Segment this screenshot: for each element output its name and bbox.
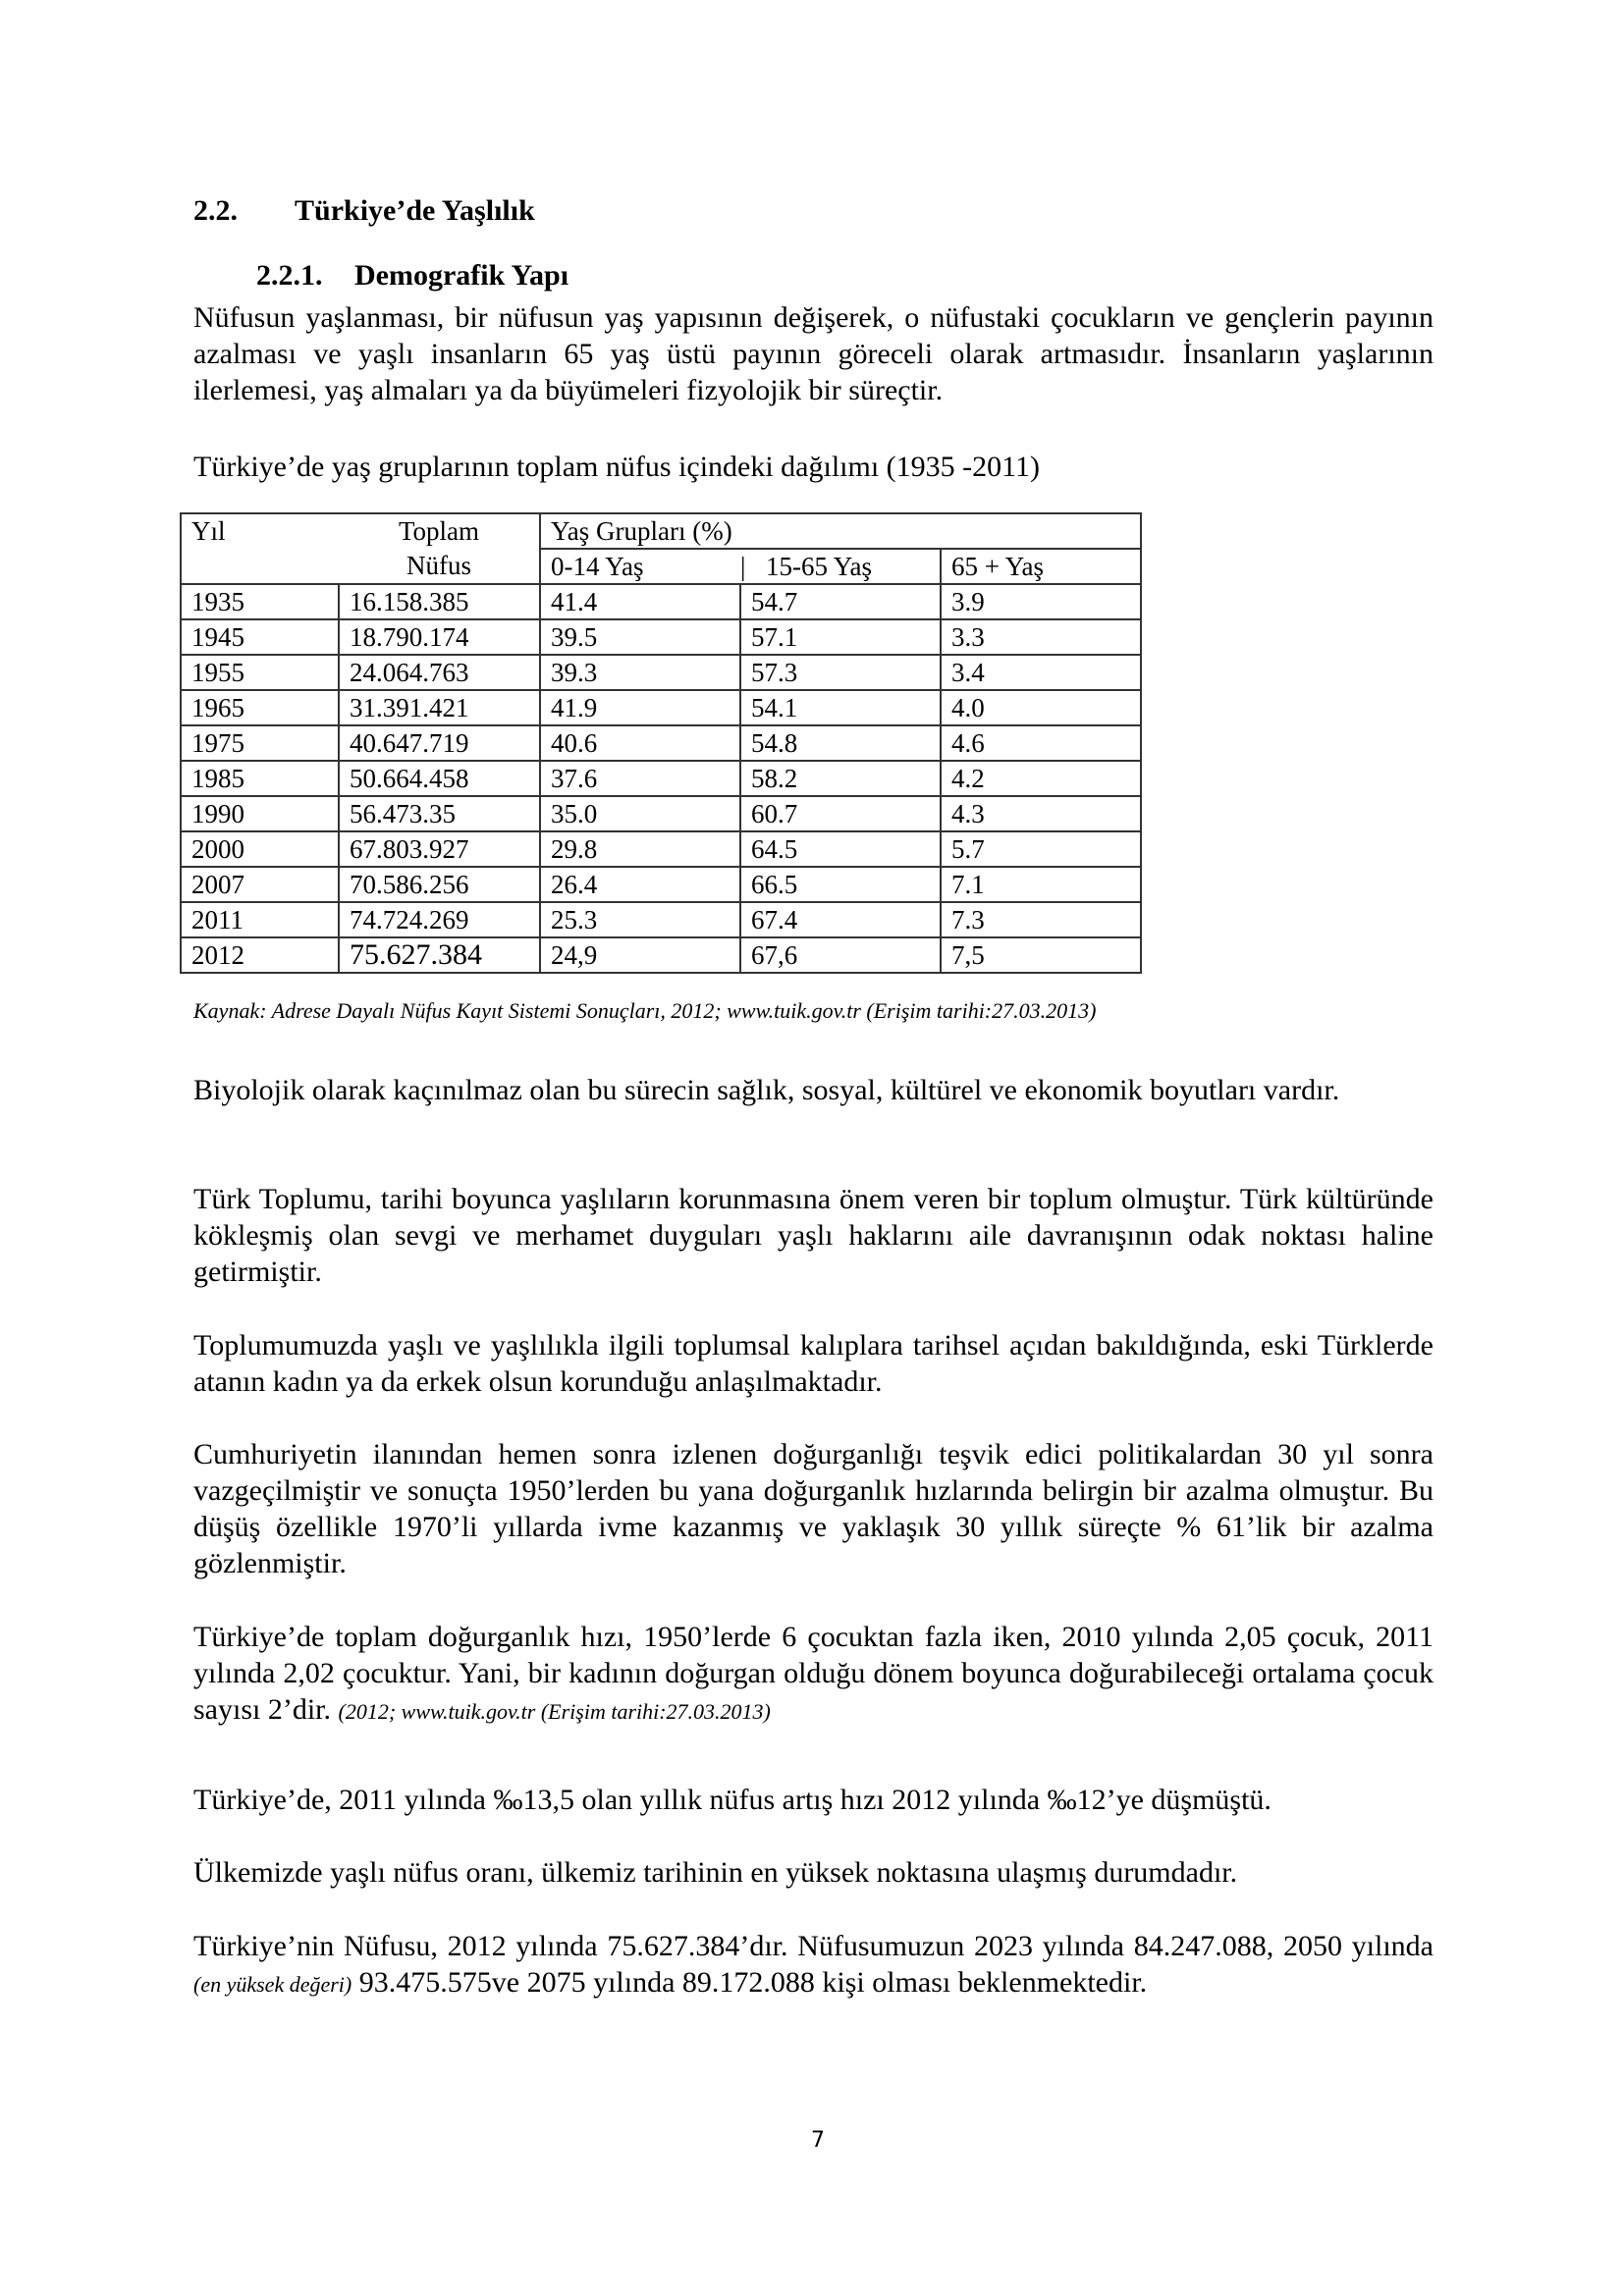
table-row (181, 655, 1141, 690)
section-number: 2.2. (193, 194, 238, 227)
section-heading (193, 194, 535, 228)
table-caption: Türkiye’de yaş gruplarının toplam nüfus içindeki dağılımı (1935 -2011) (193, 451, 1041, 483)
cell-age-0-14: 41.4 (540, 584, 740, 619)
cell-year: 1990 (181, 796, 339, 831)
cell-age-0-14: 39.3 (540, 655, 740, 690)
cell-age-15-65: 54.1 (740, 690, 941, 725)
cell-year: 1985 (181, 761, 339, 796)
subsection-heading (256, 259, 568, 293)
cell-year: 2007 (181, 867, 339, 902)
cell-year: 1945 (181, 619, 339, 655)
table-header-row-1 (181, 513, 1141, 549)
cell-age-0-14: 29.8 (540, 831, 740, 867)
cell-total: 67.803.927 (339, 831, 540, 867)
cell-total: 70.586.256 (339, 867, 540, 902)
cell-age-0-14: 35.0 (540, 796, 740, 831)
header-year: Yıl (181, 513, 339, 549)
cell-year: 2011 (181, 902, 339, 937)
header-age-groups: Yaş Grupları (%) (540, 513, 1141, 549)
projection-text-b: 93.475.575ve 2075 yılında 89.172.088 kişi olması beklenmektedir. (352, 1966, 1148, 1999)
cell-age-0-14: 25.3 (540, 902, 740, 937)
cell-year: 1975 (181, 725, 339, 761)
cell-age-15-65: 57.1 (740, 619, 941, 655)
paragraph-population-projection (193, 1928, 1434, 2002)
cell-age-65-plus: 3.3 (941, 619, 1141, 655)
cell-age-65-plus: 4.3 (941, 796, 1141, 831)
cell-total: 24.064.763 (339, 655, 540, 690)
table-row (181, 725, 1141, 761)
cell-total: 75.627.384 (339, 937, 540, 973)
cell-age-65-plus: 4.6 (941, 725, 1141, 761)
header-age-65-plus: 65 + Yaş (941, 549, 1141, 584)
table-row (181, 937, 1141, 973)
cell-age-15-65: 54.8 (740, 725, 941, 761)
population-age-table (180, 512, 1142, 974)
page-number: 7 (811, 2128, 825, 2153)
table-row (181, 690, 1141, 725)
cell-age-65-plus: 5.7 (941, 831, 1141, 867)
paragraph-biological: Biyolojik olarak kaçınılmaz olan bu sürecin sağlık, sosyal, kültürel ve ekonomik boyutları vardır. (193, 1074, 1340, 1106)
header-year-blank (181, 549, 339, 584)
cell-age-65-plus: 4.0 (941, 690, 1141, 725)
table-source-note: Kaynak: Adrese Dayalı Nüfus Kayıt Sistemi Sonuçları, 2012; www.tuik.gov.tr (Erişim tarihi:27.03.2013) (193, 998, 1097, 1023)
table-row (181, 619, 1141, 655)
cell-year: 1955 (181, 655, 339, 690)
cell-age-15-65: 54.7 (740, 584, 941, 619)
cell-total: 40.647.719 (339, 725, 540, 761)
fertility-rate-citation: (2012; www.tuik.gov.tr (Erişim tarihi:27.03.2013) (338, 1699, 771, 1724)
cell-total: 16.158.385 (339, 584, 540, 619)
cell-year: 2012 (181, 937, 339, 973)
paragraph-elderly-ratio: Ülkemizde yaşlı nüfus oranı, ülkemiz tarihinin en yüksek noktasına ulaşmış durumdadır. (193, 1856, 1238, 1889)
header-separator: | (740, 551, 746, 581)
cell-year: 1935 (181, 584, 339, 619)
cell-age-65-plus: 4.2 (941, 761, 1141, 796)
cell-age-65-plus: 7,5 (941, 937, 1141, 973)
intro-paragraph: Nüfusun yaşlanması, bir nüfusun yaş yapısının değişerek, o nüfustaki çocukların ve gençlerin payının azalması ve yaşlı insanların 65 yaş üstü payının göreceli olarak artmasıdır. İnsanların yaşlarının ilerlemesi, yaş almaları ya da büyümeleri fizyolojik bir süreçtir. (193, 301, 1434, 406)
fertility-rate-text: Türkiye’de toplam doğurganlık hızı, 1950’lerde 6 çocuktan fazla iken, 2010 yılında 2,05 çocuk, 2011 yılında 2,02 çocuktur. Yani, bir kadının doğurgan olduğu dönem boyunca doğurabileceği ortalama çocuk sayısı 2’dir. (193, 1621, 1434, 1726)
cell-age-0-14: 40.6 (540, 725, 740, 761)
cell-age-65-plus: 7.1 (941, 867, 1141, 902)
projection-note: (en yüksek değeri) (193, 1972, 352, 1997)
table-row (181, 584, 1141, 619)
cell-age-0-14: 37.6 (540, 761, 740, 796)
paragraph-historical: Toplumumuzda yaşlı ve yaşlılıkla ilgili toplumsal kalıplara tarihsel açıdan bakıldığında, eski Türklerde atanın kadın ya da erkek olsun korunduğu anlaşılmaktadır. (193, 1329, 1434, 1398)
cell-age-15-65: 64.5 (740, 831, 941, 867)
table-row (181, 867, 1141, 902)
projection-text-a: Türkiye’nin Nüfusu, 2012 yılında 75.627.384’dır. Nüfusumuzun 2023 yılında 84.247.088, 2050 yılında (193, 1930, 1434, 1962)
subsection-title: Demografik Yapı (354, 259, 569, 292)
cell-age-15-65: 67.4 (740, 902, 941, 937)
cell-year: 2000 (181, 831, 339, 867)
cell-age-0-14: 24,9 (540, 937, 740, 973)
cell-total: 18.790.174 (339, 619, 540, 655)
cell-age-15-65: 67,6 (740, 937, 941, 973)
cell-year: 1965 (181, 690, 339, 725)
cell-age-15-65: 57.3 (740, 655, 941, 690)
cell-age-15-65: 60.7 (740, 796, 941, 831)
cell-age-0-14: 41.9 (540, 690, 740, 725)
cell-total: 56.473.35 (339, 796, 540, 831)
paragraph-fertility-policy: Cumhuriyetin ilanından hemen sonra izlenen doğurganlığı teşvik edici politikalardan 30 yıl sonra vazgeçilmiştir ve sonuçta 1950’lerden bu yana doğurganlık hızlarında belirgin bir azalma olmuştur. Bu düşüş özellikle 1970’li yıllarda ivme kazanmış ve yaklaşık 30 yıllık süreçte % 61’lik bir azalma gözlenmiştir. (193, 1438, 1434, 1579)
cell-total: 50.664.458 (339, 761, 540, 796)
paragraph-fertility-rate (193, 1619, 1434, 1730)
header-age-0-14: 0-14 Yaş (540, 549, 740, 584)
cell-total: 31.391.421 (339, 690, 540, 725)
cell-age-0-14: 26.4 (540, 867, 740, 902)
cell-age-15-65: 58.2 (740, 761, 941, 796)
table-row (181, 902, 1141, 937)
table-row (181, 761, 1141, 796)
section-title: Türkiye’de Yaşlılık (295, 194, 535, 227)
cell-age-65-plus: 3.4 (941, 655, 1141, 690)
cell-age-0-14: 39.5 (540, 619, 740, 655)
paragraph-growth-rate: Türkiye’de, 2011 yılında ‰13,5 olan yıllık nüfus artış hızı 2012 yılında ‰12’ye düşmüştü. (193, 1784, 1271, 1816)
paragraph-turkish-society: Türk Toplumu, tarihi boyunca yaşlıların korunmasına önem veren bir toplum olmuştur. Türk kültüründe kökleşmiş olan sevgi ve merhamet duyguları yaşlı haklarını aile davranışının odak noktası haline getirmiştir. (193, 1183, 1434, 1288)
cell-age-65-plus: 7.3 (941, 902, 1141, 937)
cell-total: 74.724.269 (339, 902, 540, 937)
cell-age-15-65: 66.5 (740, 867, 941, 902)
table-row (181, 831, 1141, 867)
subsection-number: 2.2.1. (256, 259, 323, 292)
header-total-line1: Toplam (339, 513, 540, 549)
header-total-line2: Nüfus (339, 549, 540, 584)
table-row (181, 796, 1141, 831)
cell-age-65-plus: 3.9 (941, 584, 1141, 619)
table-header-row-2 (181, 549, 1141, 584)
header-age-15-65: | 15-65 Yaş (740, 549, 941, 584)
